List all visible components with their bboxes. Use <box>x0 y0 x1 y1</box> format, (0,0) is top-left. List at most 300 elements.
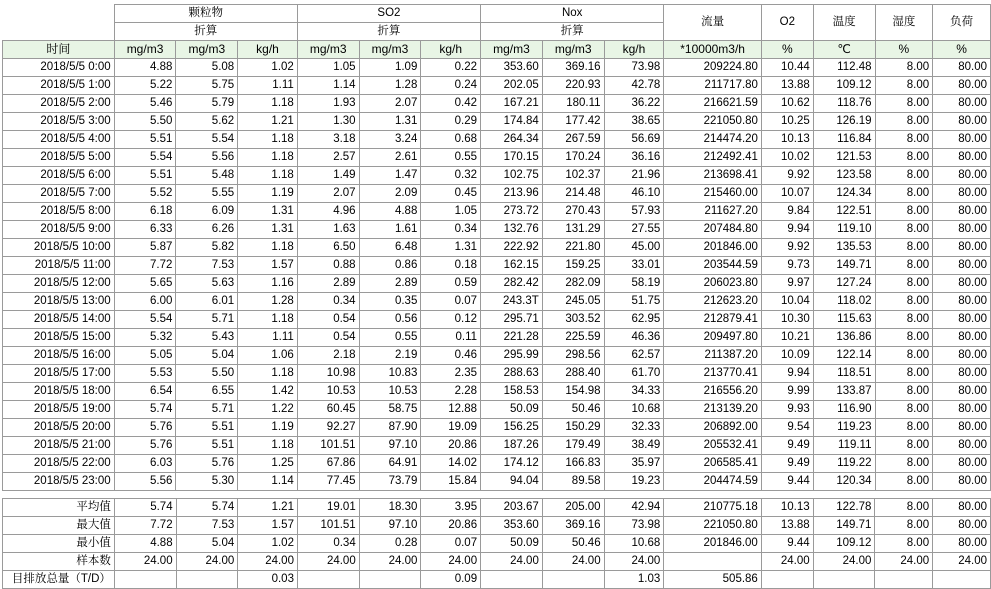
data-cell: 206892.00 <box>664 419 762 437</box>
data-cell: 213698.41 <box>664 167 762 185</box>
header-group-row <box>3 5 991 23</box>
table-row <box>3 329 991 347</box>
data-cell: 50.46 <box>542 401 604 419</box>
summary-label: 最大值 <box>3 517 115 535</box>
summary-cell: 42.94 <box>604 499 664 517</box>
table-row <box>3 401 991 419</box>
unit-cell: % <box>933 41 991 59</box>
data-cell: 4.88 <box>359 203 421 221</box>
summary-cell: 80.00 <box>933 535 991 553</box>
data-cell: 215460.00 <box>664 185 762 203</box>
data-cell: 20.86 <box>421 437 481 455</box>
data-cell: 5.32 <box>114 329 176 347</box>
data-cell: 8.00 <box>875 383 933 401</box>
data-cell: 5.48 <box>176 167 238 185</box>
data-cell: 1.06 <box>238 347 298 365</box>
row-timestamp: 2018/5/5 9:00 <box>3 221 115 239</box>
data-cell: 8.00 <box>875 239 933 257</box>
data-cell: 216556.20 <box>664 383 762 401</box>
data-cell: 9.92 <box>761 239 813 257</box>
data-cell: 5.62 <box>176 113 238 131</box>
data-cell: 0.12 <box>421 311 481 329</box>
unit-cell: mg/m3 <box>114 41 176 59</box>
data-cell: 135.53 <box>813 239 875 257</box>
data-cell: 10.04 <box>761 293 813 311</box>
summary-cell: 7.72 <box>114 517 176 535</box>
data-cell: 8.00 <box>875 95 933 113</box>
summary-cell: 13.88 <box>761 517 813 535</box>
data-cell: 120.34 <box>813 473 875 491</box>
summary-cell: 1.57 <box>238 517 298 535</box>
data-cell: 80.00 <box>933 401 991 419</box>
data-cell: 6.55 <box>176 383 238 401</box>
data-cell: 214.48 <box>542 185 604 203</box>
data-cell: 0.29 <box>421 113 481 131</box>
data-cell: 8.00 <box>875 221 933 239</box>
data-cell: 211387.20 <box>664 347 762 365</box>
subgroup-nox-converted: 折算 <box>481 23 664 41</box>
data-cell: 97.10 <box>359 437 421 455</box>
data-cell: 2.09 <box>359 185 421 203</box>
data-cell: 50.09 <box>481 401 543 419</box>
data-cell: 150.29 <box>542 419 604 437</box>
data-cell: 2.89 <box>359 275 421 293</box>
data-cell: 80.00 <box>933 311 991 329</box>
data-cell: 102.37 <box>542 167 604 185</box>
data-cell: 80.00 <box>933 257 991 275</box>
table-row <box>3 311 991 329</box>
data-cell: 46.36 <box>604 329 664 347</box>
data-cell: 8.00 <box>875 401 933 419</box>
summary-cell: 19.01 <box>297 499 359 517</box>
data-cell: 10.07 <box>761 185 813 203</box>
row-timestamp: 2018/5/5 21:00 <box>3 437 115 455</box>
data-cell: 6.48 <box>359 239 421 257</box>
summary-cell: 8.00 <box>875 499 933 517</box>
summary-cell: 7.53 <box>176 517 238 535</box>
summary-cell: 8.00 <box>875 535 933 553</box>
summary-cell: 0.28 <box>359 535 421 553</box>
summary-cell: 10.13 <box>761 499 813 517</box>
summary-label: 最小值 <box>3 535 115 553</box>
row-timestamp: 2018/5/5 17:00 <box>3 365 115 383</box>
table-row <box>3 257 991 275</box>
data-cell: 10.09 <box>761 347 813 365</box>
data-cell: 118.02 <box>813 293 875 311</box>
data-cell: 5.75 <box>176 77 238 95</box>
data-cell: 80.00 <box>933 383 991 401</box>
table-row <box>3 59 991 77</box>
table-row <box>3 365 991 383</box>
data-cell: 5.82 <box>176 239 238 257</box>
data-cell: 267.59 <box>542 131 604 149</box>
data-cell: 73.79 <box>359 473 421 491</box>
data-cell: 6.01 <box>176 293 238 311</box>
data-cell: 80.00 <box>933 275 991 293</box>
data-cell: 216621.59 <box>664 95 762 113</box>
data-cell: 32.33 <box>604 419 664 437</box>
summary-cell: 24.00 <box>481 553 543 571</box>
data-cell: 5.46 <box>114 95 176 113</box>
data-cell: 123.58 <box>813 167 875 185</box>
row-timestamp: 2018/5/5 7:00 <box>3 185 115 203</box>
data-cell: 5.55 <box>176 185 238 203</box>
data-cell: 222.92 <box>481 239 543 257</box>
data-cell: 5.51 <box>114 167 176 185</box>
data-cell: 8.00 <box>875 77 933 95</box>
table-row <box>3 239 991 257</box>
data-cell: 213139.20 <box>664 401 762 419</box>
total-cell <box>481 571 543 589</box>
data-cell: 10.68 <box>604 401 664 419</box>
data-cell: 80.00 <box>933 419 991 437</box>
data-cell: 89.58 <box>542 473 604 491</box>
data-cell: 2.18 <box>297 347 359 365</box>
data-cell: 8.00 <box>875 149 933 167</box>
data-cell: 270.43 <box>542 203 604 221</box>
data-cell: 8.00 <box>875 167 933 185</box>
data-cell: 61.70 <box>604 365 664 383</box>
data-cell: 8.00 <box>875 293 933 311</box>
data-cell: 0.88 <box>297 257 359 275</box>
header-unit-row <box>3 41 991 59</box>
data-cell: 1.05 <box>421 203 481 221</box>
data-cell: 273.72 <box>481 203 543 221</box>
summary-cell: 369.16 <box>542 517 604 535</box>
data-cell: 0.54 <box>297 329 359 347</box>
data-cell: 205532.41 <box>664 437 762 455</box>
data-cell: 6.03 <box>114 455 176 473</box>
data-cell: 5.52 <box>114 185 176 203</box>
data-cell: 14.02 <box>421 455 481 473</box>
table-row <box>3 437 991 455</box>
summary-cell: 5.74 <box>114 499 176 517</box>
total-cell <box>359 571 421 589</box>
data-cell: 1.18 <box>238 239 298 257</box>
data-cell: 1.25 <box>238 455 298 473</box>
data-cell: 282.42 <box>481 275 543 293</box>
data-cell: 6.26 <box>176 221 238 239</box>
data-cell: 132.76 <box>481 221 543 239</box>
data-cell: 298.56 <box>542 347 604 365</box>
data-cell: 9.94 <box>761 221 813 239</box>
data-cell: 80.00 <box>933 347 991 365</box>
row-timestamp: 2018/5/5 0:00 <box>3 59 115 77</box>
data-cell: 5.74 <box>114 401 176 419</box>
data-cell: 156.25 <box>481 419 543 437</box>
data-cell: 5.54 <box>114 311 176 329</box>
unit-cell: % <box>875 41 933 59</box>
data-cell: 57.93 <box>604 203 664 221</box>
table-row <box>3 275 991 293</box>
data-cell: 1.11 <box>238 77 298 95</box>
data-cell: 62.57 <box>604 347 664 365</box>
data-cell: 58.19 <box>604 275 664 293</box>
data-cell: 115.63 <box>813 311 875 329</box>
data-cell: 174.12 <box>481 455 543 473</box>
data-cell: 121.53 <box>813 149 875 167</box>
data-cell: 51.75 <box>604 293 664 311</box>
data-cell: 1.14 <box>238 473 298 491</box>
summary-cell: 149.71 <box>813 517 875 535</box>
data-cell: 0.42 <box>421 95 481 113</box>
summary-cell: 24.00 <box>813 553 875 571</box>
summary-cell: 9.44 <box>761 535 813 553</box>
data-cell: 0.55 <box>421 149 481 167</box>
data-cell: 112.48 <box>813 59 875 77</box>
data-cell: 13.88 <box>761 77 813 95</box>
data-cell: 8.00 <box>875 185 933 203</box>
data-cell: 124.34 <box>813 185 875 203</box>
data-cell: 0.68 <box>421 131 481 149</box>
unit-cell: mg/m3 <box>359 41 421 59</box>
data-cell: 5.87 <box>114 239 176 257</box>
data-cell: 243.3T <box>481 293 543 311</box>
row-timestamp: 2018/5/5 3:00 <box>3 113 115 131</box>
data-cell: 206023.80 <box>664 275 762 293</box>
summary-cell: 201846.00 <box>664 535 762 553</box>
data-cell: 7.53 <box>176 257 238 275</box>
data-cell: 220.93 <box>542 77 604 95</box>
data-cell: 6.33 <box>114 221 176 239</box>
data-cell: 9.54 <box>761 419 813 437</box>
summary-row <box>3 499 991 517</box>
data-cell: 8.00 <box>875 113 933 131</box>
total-cell <box>875 571 933 589</box>
data-cell: 211717.80 <box>664 77 762 95</box>
summary-cell: 353.60 <box>481 517 543 535</box>
data-cell: 2.19 <box>359 347 421 365</box>
data-cell: 2.28 <box>421 383 481 401</box>
data-cell: 80.00 <box>933 221 991 239</box>
data-cell: 80.00 <box>933 59 991 77</box>
row-timestamp: 2018/5/5 13:00 <box>3 293 115 311</box>
data-cell: 5.76 <box>114 419 176 437</box>
data-cell: 10.13 <box>761 131 813 149</box>
data-cell: 1.11 <box>238 329 298 347</box>
data-cell: 5.79 <box>176 95 238 113</box>
data-cell: 1.02 <box>238 59 298 77</box>
summary-cell: 210775.18 <box>664 499 762 517</box>
data-cell: 5.43 <box>176 329 238 347</box>
data-cell: 5.76 <box>176 455 238 473</box>
table-row <box>3 185 991 203</box>
row-timestamp: 2018/5/5 19:00 <box>3 401 115 419</box>
data-cell: 170.15 <box>481 149 543 167</box>
data-cell: 180.11 <box>542 95 604 113</box>
data-cell: 80.00 <box>933 473 991 491</box>
data-cell: 80.00 <box>933 239 991 257</box>
data-cell: 0.24 <box>421 77 481 95</box>
data-cell: 2.57 <box>297 149 359 167</box>
summary-cell: 24.00 <box>604 553 664 571</box>
data-cell: 1.31 <box>359 113 421 131</box>
data-cell: 0.35 <box>359 293 421 311</box>
data-cell: 133.87 <box>813 383 875 401</box>
unit-cell: kg/h <box>238 41 298 59</box>
summary-cell: 24.00 <box>421 553 481 571</box>
data-cell: 80.00 <box>933 77 991 95</box>
data-cell: 1.18 <box>238 131 298 149</box>
unit-cell: mg/m3 <box>481 41 543 59</box>
data-cell: 5.04 <box>176 347 238 365</box>
summary-cell: 101.51 <box>297 517 359 535</box>
summary-cell: 4.88 <box>114 535 176 553</box>
data-cell: 1.18 <box>238 365 298 383</box>
data-cell: 2.07 <box>297 185 359 203</box>
summary-label: 平均值 <box>3 499 115 517</box>
summary-cell: 50.09 <box>481 535 543 553</box>
data-cell: 5.50 <box>114 113 176 131</box>
data-cell: 58.75 <box>359 401 421 419</box>
data-cell: 212492.41 <box>664 149 762 167</box>
total-cell <box>542 571 604 589</box>
data-cell: 80.00 <box>933 437 991 455</box>
data-cell: 1.18 <box>238 311 298 329</box>
table-header <box>3 5 991 59</box>
data-cell: 119.22 <box>813 455 875 473</box>
data-cell: 212879.41 <box>664 311 762 329</box>
summary-cell: 3.95 <box>421 499 481 517</box>
data-cell: 21.96 <box>604 167 664 185</box>
data-cell: 1.22 <box>238 401 298 419</box>
data-cell: 0.11 <box>421 329 481 347</box>
data-cell: 0.34 <box>421 221 481 239</box>
data-cell: 9.84 <box>761 203 813 221</box>
data-cell: 122.51 <box>813 203 875 221</box>
data-cell: 46.10 <box>604 185 664 203</box>
data-cell: 0.59 <box>421 275 481 293</box>
data-cell: 5.51 <box>176 437 238 455</box>
summary-cell: 221050.80 <box>664 517 762 535</box>
data-cell: 5.56 <box>114 473 176 491</box>
summary-cell: 10.68 <box>604 535 664 553</box>
data-cell: 154.98 <box>542 383 604 401</box>
unit-cell: % <box>761 41 813 59</box>
summary-cell: 24.00 <box>114 553 176 571</box>
data-cell: 1.31 <box>238 203 298 221</box>
data-cell: 36.16 <box>604 149 664 167</box>
row-timestamp: 2018/5/5 15:00 <box>3 329 115 347</box>
data-cell: 303.52 <box>542 311 604 329</box>
data-cell: 127.24 <box>813 275 875 293</box>
data-cell: 10.44 <box>761 59 813 77</box>
table-row <box>3 455 991 473</box>
data-cell: 0.18 <box>421 257 481 275</box>
data-cell: 1.30 <box>297 113 359 131</box>
summary-cell: 24.00 <box>359 553 421 571</box>
group-temperature: 温度 <box>813 5 875 41</box>
data-cell: 158.53 <box>481 383 543 401</box>
group-o2: O2 <box>761 5 813 41</box>
data-cell: 0.46 <box>421 347 481 365</box>
data-cell: 214474.20 <box>664 131 762 149</box>
data-cell: 10.53 <box>359 383 421 401</box>
unit-cell: ℃ <box>813 41 875 59</box>
summary-cell: 24.00 <box>176 553 238 571</box>
data-cell: 212623.20 <box>664 293 762 311</box>
data-cell: 353.60 <box>481 59 543 77</box>
summary-cell: 18.30 <box>359 499 421 517</box>
header-time: 时间 <box>3 41 115 59</box>
data-cell: 4.96 <box>297 203 359 221</box>
total-cell <box>297 571 359 589</box>
data-cell: 102.75 <box>481 167 543 185</box>
summary-cell: 20.86 <box>421 517 481 535</box>
data-cell: 162.15 <box>481 257 543 275</box>
data-cell: 5.56 <box>176 149 238 167</box>
data-cell: 8.00 <box>875 257 933 275</box>
total-cell <box>176 571 238 589</box>
data-cell: 177.42 <box>542 113 604 131</box>
data-cell: 5.71 <box>176 311 238 329</box>
unit-cell: *10000m3/h <box>664 41 762 59</box>
summary-cell: 0.34 <box>297 535 359 553</box>
group-so2: SO2 <box>297 5 480 23</box>
data-cell: 1.16 <box>238 275 298 293</box>
table-row <box>3 95 991 113</box>
data-cell: 1.14 <box>297 77 359 95</box>
row-timestamp: 2018/5/5 14:00 <box>3 311 115 329</box>
data-cell: 1.31 <box>238 221 298 239</box>
data-cell: 80.00 <box>933 365 991 383</box>
data-cell: 9.92 <box>761 167 813 185</box>
data-cell: 80.00 <box>933 203 991 221</box>
summary-label: 样本数 <box>3 553 115 571</box>
summary-cell: 5.74 <box>176 499 238 517</box>
summary-row <box>3 517 991 535</box>
data-cell: 8.00 <box>875 347 933 365</box>
unit-cell: mg/m3 <box>176 41 238 59</box>
data-cell: 0.56 <box>359 311 421 329</box>
summary-cell: 73.98 <box>604 517 664 535</box>
data-cell: 5.65 <box>114 275 176 293</box>
data-cell: 201846.00 <box>664 239 762 257</box>
data-cell: 80.00 <box>933 455 991 473</box>
data-cell: 8.00 <box>875 59 933 77</box>
data-cell: 225.59 <box>542 329 604 347</box>
data-cell: 209497.80 <box>664 329 762 347</box>
row-timestamp: 2018/5/5 22:00 <box>3 455 115 473</box>
data-cell: 282.09 <box>542 275 604 293</box>
data-cell: 116.90 <box>813 401 875 419</box>
data-cell: 1.28 <box>359 77 421 95</box>
data-cell: 207484.80 <box>664 221 762 239</box>
row-timestamp: 2018/5/5 11:00 <box>3 257 115 275</box>
data-table <box>2 4 991 491</box>
data-cell: 118.76 <box>813 95 875 113</box>
data-cell: 1.18 <box>238 149 298 167</box>
data-cell: 45.00 <box>604 239 664 257</box>
data-cell: 9.99 <box>761 383 813 401</box>
data-cell: 295.99 <box>481 347 543 365</box>
data-cell: 1.18 <box>238 167 298 185</box>
total-cell: 0.03 <box>238 571 298 589</box>
data-cell: 245.05 <box>542 293 604 311</box>
data-cell: 204474.59 <box>664 473 762 491</box>
data-cell: 9.49 <box>761 437 813 455</box>
summary-cell: 205.00 <box>542 499 604 517</box>
data-cell: 1.42 <box>238 383 298 401</box>
summary-cell: 122.78 <box>813 499 875 517</box>
data-cell: 10.62 <box>761 95 813 113</box>
data-cell: 64.91 <box>359 455 421 473</box>
data-cell: 136.86 <box>813 329 875 347</box>
data-cell: 166.83 <box>542 455 604 473</box>
summary-cell: 8.00 <box>875 517 933 535</box>
data-cell: 1.49 <box>297 167 359 185</box>
data-cell: 0.86 <box>359 257 421 275</box>
